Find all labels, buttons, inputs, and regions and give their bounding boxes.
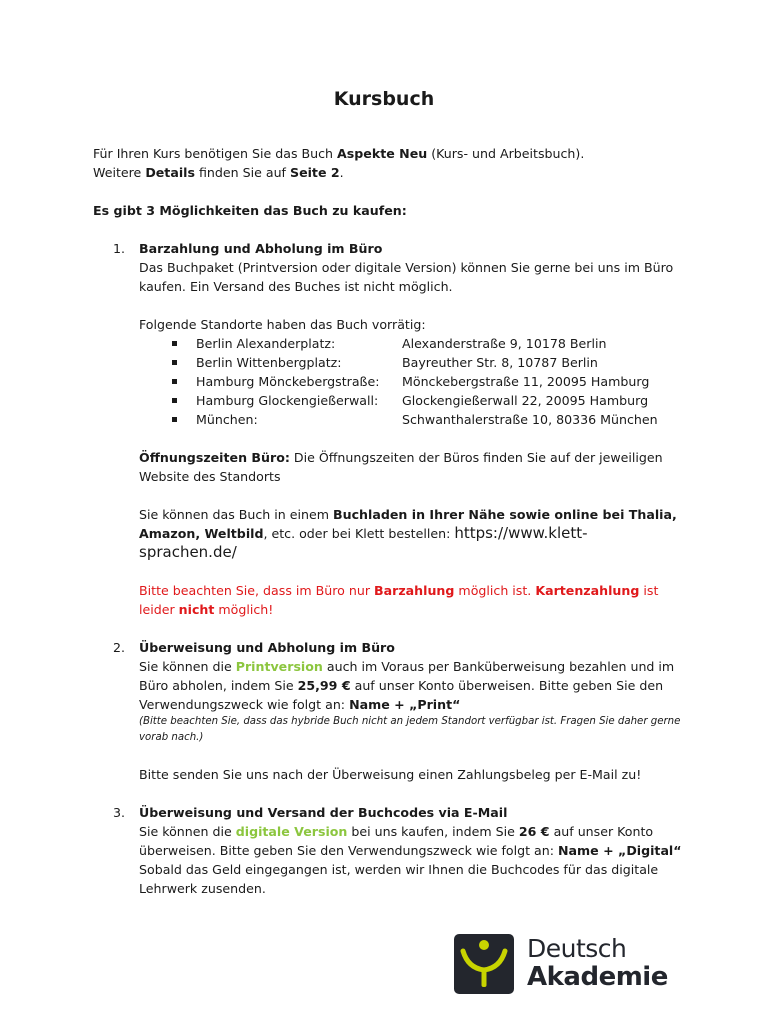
delivery-note: Sobald das Geld eingegangen ist, werden wir Ihnen die Buchcodes für das digitale Lehrwerk zusenden.: [139, 862, 659, 896]
bullet-icon: [172, 341, 177, 346]
list-item: [139, 353, 683, 372]
logo-text-akademie: Akademie: [527, 962, 668, 992]
option-text: [139, 822, 683, 860]
option-text-part: auf unser Konto überweisen. Bitte geben Sie den Verwendungszweck wie folgt an:: [139, 824, 654, 858]
book-title: Aspekte Neu: [337, 146, 428, 161]
note-text: möglich!: [214, 602, 274, 617]
option-text-part: Sie können die: [139, 824, 236, 839]
shop-info: [139, 505, 683, 562]
logo-text-deutsch: Deutsch: [527, 934, 627, 963]
reference-print: Name + „Print“: [349, 697, 461, 712]
option-number: 3.: [113, 805, 126, 820]
list-item: [139, 334, 683, 353]
bullet-icon: [172, 360, 177, 365]
store-address: Mönckebergstraße 11, 20095 Hamburg: [402, 374, 650, 389]
option-number: 1.: [113, 241, 126, 256]
option-text-part: Sie können die: [139, 659, 236, 674]
options-heading: Es gibt 3 Möglichkeiten das Buch zu kaufen:: [93, 203, 407, 218]
option-text-part: auch im Voraus per Banküberweisung bezahlen und im Büro abholen, indem Sie: [139, 659, 675, 693]
option-text: Das Buchpaket (Printversion oder digitale Version) können Sie gerne bei uns im Büro kaufen. Ein Versand des Buches ist nicht möglich.: [139, 260, 674, 294]
person-arc-icon: [454, 934, 514, 994]
page-reference: Seite 2: [290, 165, 340, 180]
intro-text: (Kurs- und Arbeitsbuch).: [427, 146, 585, 161]
bullet-icon: [172, 417, 177, 422]
intro-line-2: [93, 163, 683, 182]
details-word: Details: [145, 165, 195, 180]
option-3: [93, 803, 683, 898]
bullet-icon: [172, 398, 177, 403]
option-text: [139, 657, 683, 714]
price-digital: 26 €: [518, 824, 550, 839]
option-number: 2.: [113, 640, 126, 655]
store-name: Berlin Alexanderplatz:: [196, 336, 336, 351]
option-1: [93, 239, 683, 619]
opening-hours-label: Öffnungszeiten Büro:: [139, 450, 290, 465]
note-text: Bitte beachten Sie, dass im Büro nur: [139, 583, 375, 598]
store-name: Berlin Wittenbergplatz:: [196, 355, 342, 370]
note-card: Kartenzahlung: [535, 583, 640, 598]
store-address: Bayreuther Str. 8, 10787 Berlin: [402, 355, 598, 370]
note-not: nicht: [178, 602, 215, 617]
reference-digital: Name + „Digital“: [558, 843, 682, 858]
store-address: Glockengießerwall 22, 20095 Hamburg: [402, 393, 649, 408]
intro-text: finden Sie auf: [194, 165, 290, 180]
print-version-highlight: Printversion: [235, 659, 323, 674]
intro-text: Weitere: [93, 165, 146, 180]
shop-names: Buchladen in Ihrer Nähe sowie online bei Thalia, Amazon, Weltbild: [139, 507, 677, 541]
bullet-icon: [172, 379, 177, 384]
intro-text: Für Ihren Kurs benötigen Sie das Buch: [93, 146, 338, 161]
opening-hours-text: Die Öffnungszeiten der Büros finden Sie auf der jeweiligen Website des Standorts: [139, 450, 663, 484]
store-address: Schwanthalerstraße 10, 80336 München: [402, 412, 658, 427]
page-title: Kursbuch: [333, 88, 435, 110]
intro-text: .: [339, 165, 344, 180]
list-item: [139, 410, 683, 429]
hybrid-note: (Bitte beachten Sie, dass das hybride Buch nicht an jedem Standort verfügbar ist. Fragen Sie daher gerne vorab nach.): [139, 716, 681, 743]
intro-line-1: [93, 144, 683, 163]
option-heading: Überweisung und Versand der Buchcodes via E-Mail: [139, 805, 508, 820]
note-cash: Barzahlung: [374, 583, 455, 598]
option-text-part: bei uns kaufen, indem Sie: [347, 824, 519, 839]
price-print: 25,99 €: [297, 678, 351, 693]
store-name: Hamburg Mönckebergstraße:: [196, 374, 380, 389]
option-2: [93, 638, 683, 784]
document-body: [93, 144, 683, 898]
opening-hours: [139, 448, 683, 486]
list-item: [139, 391, 683, 410]
option-heading: Überweisung und Abholung im Büro: [139, 640, 395, 655]
receipt-note: Bitte senden Sie uns nach der Überweisung einen Zahlungsbeleg per E-Mail zu!: [139, 767, 642, 782]
stores-list: [139, 334, 683, 429]
store-name: München:: [196, 412, 258, 427]
shop-text: , etc. oder bei Klett bestellen:: [263, 526, 455, 541]
digital-version-highlight: digitale Version: [235, 824, 348, 839]
payment-note: [139, 581, 683, 619]
deutsch-akademie-logo: [454, 934, 684, 994]
option-text-part: auf unser Konto überweisen. Bitte geben Sie den Verwendungszweck wie folgt an:: [139, 678, 664, 712]
store-address: Alexanderstraße 9, 10178 Berlin: [402, 336, 607, 351]
option-heading: Barzahlung und Abholung im Büro: [139, 241, 383, 256]
store-name: Hamburg Glockengießerwall:: [196, 393, 379, 408]
stores-intro: Folgende Standorte haben das Buch vorrätig:: [139, 317, 426, 332]
shop-text: Sie können das Buch in einem: [139, 507, 334, 522]
note-text: ist leider: [139, 583, 659, 617]
klett-link[interactable]: https://www.klett-sprachen.de/: [139, 524, 588, 561]
list-item: [139, 372, 683, 391]
note-text: möglich ist.: [454, 583, 536, 598]
